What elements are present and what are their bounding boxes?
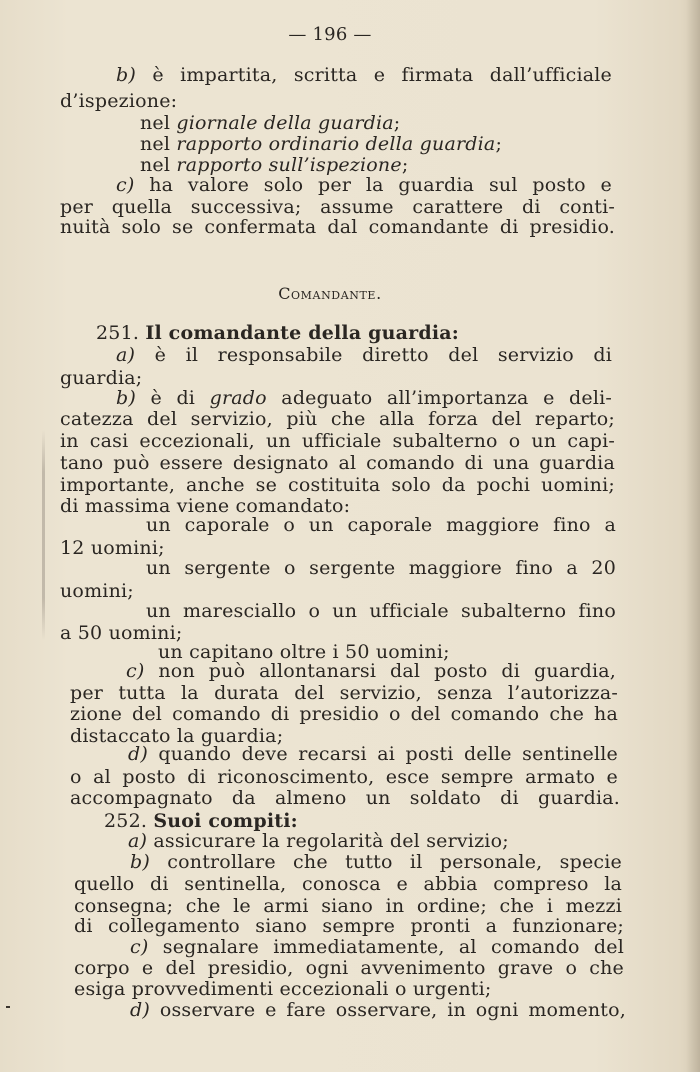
page-edge-shadow <box>686 0 700 1072</box>
para-b-line-1 <box>116 64 612 86</box>
page-number: — 196 — <box>288 24 372 45</box>
item-letter: c) <box>130 936 149 958</box>
a252-b-line-1 <box>130 851 622 873</box>
para-b-line-2: d’ispezione: <box>60 90 178 112</box>
a252-a-line-1 <box>128 830 509 852</box>
italic-text: giornale della guardia <box>176 112 394 134</box>
a252-b-line-4: di collegamento siano sempre pronti a funzionare; <box>74 915 624 937</box>
a251-b-line-1 <box>116 387 612 409</box>
item-letter: a) <box>128 830 148 852</box>
text-span: quando deve recarsi ai posti delle sentinelle <box>147 743 618 765</box>
a252-c-line-2: corpo e del presidio, ogni avvenimento grave o che <box>74 957 624 979</box>
a251-b-line-5: importante, anche se costituita solo da pochi uomini; <box>60 474 615 496</box>
margin-pencil-mark <box>42 430 45 640</box>
a251-b-line-3: in casi eccezionali, un ufficiale subalterno o un capi- <box>60 430 615 452</box>
a251-c-line-4: distaccato la guardia; <box>70 725 284 747</box>
article-number: 251. <box>96 322 140 344</box>
rank-1-line-1: un caporale o un caporale maggiore fino a <box>146 514 616 536</box>
a252-b-line-3: consegna; che le armi siano in ordine; che i mezzi <box>74 895 622 917</box>
article-251-heading <box>96 322 459 344</box>
a252-b-line-2: quello di sentinella, conosca e abbia compreso la <box>74 873 622 895</box>
a251-d-line-2: o al posto di riconoscimento, esce sempre armato e <box>70 766 618 788</box>
italic-text: rapporto sull’ispezione <box>176 154 402 176</box>
rank-3-line-1: un maresciallo o un ufficiale subalterno fino <box>146 600 616 622</box>
italic-text: grado <box>209 387 267 409</box>
item-letter: b) <box>116 387 136 409</box>
text-span: nel <box>140 133 177 155</box>
item-letter: b) <box>116 64 136 86</box>
article-title: Il comandante della guardia: <box>145 322 460 344</box>
a251-a-line-1 <box>116 344 612 366</box>
text-span: controllare che tutto il personale, specie <box>149 851 622 873</box>
text-span: è il responsabile diretto del servizio di <box>135 344 612 366</box>
article-number: 252. <box>104 810 148 832</box>
item-letter: c) <box>126 660 145 682</box>
section-heading: Comandante. <box>278 284 382 303</box>
rank-2-line-2: uomini; <box>60 580 134 602</box>
list-item-journal <box>140 112 400 134</box>
article-252-heading <box>104 810 298 832</box>
para-c-line-3: nuità solo se confermata dal comandante di presidio. <box>60 216 615 238</box>
text-span: osservare e fare osservare, in ogni momento, <box>149 999 626 1021</box>
list-item-inspection <box>140 154 408 176</box>
text-span: è di <box>135 387 210 409</box>
a252-c-line-1 <box>130 936 624 958</box>
item-letter: c) <box>116 174 135 196</box>
margin-tick-mark <box>6 1006 10 1008</box>
rank-2-line-1: un sergente o sergente maggiore fino a 20 <box>146 557 616 579</box>
rank-3-line-2: a 50 uomini; <box>60 622 183 644</box>
para-c-line-1 <box>116 174 612 196</box>
rank-4-line-1: un capitano oltre i 50 uomini; <box>158 641 450 663</box>
item-letter: d) <box>128 743 148 765</box>
text-span: ; <box>495 133 503 155</box>
italic-text: rapporto ordinario della guardia <box>176 133 496 155</box>
text-span: segnalare immediatamente, al comando del <box>148 936 624 958</box>
text-span: ha valore solo per la guardia sul posto e <box>134 174 612 196</box>
text-span: assicurare la regolarità del servizio; <box>147 830 509 852</box>
text-span: nel <box>140 112 177 134</box>
a251-b-line-4: tano può essere designato al comando di una guardia <box>60 452 615 474</box>
text-span: ; <box>401 154 409 176</box>
item-letter: d) <box>130 999 150 1021</box>
text-span: adeguato all’importanza e deli- <box>266 387 612 409</box>
para-c-line-2: per quella successiva; assume carattere di conti- <box>60 196 615 218</box>
text-span: non può allontanarsi dal posto di guardia, <box>144 660 616 682</box>
a251-d-line-3: accompagnato da almeno un soldato di guardia. <box>70 787 620 809</box>
a251-c-line-2: per tutta la durata del servizio, senza l’autorizza- <box>70 682 618 704</box>
text-span: è impartita, scritta e firmata dall’ufficiale <box>135 64 612 86</box>
a252-c-line-3: esiga provvedimenti eccezionali o urgenti; <box>74 978 492 1000</box>
a251-c-line-1 <box>126 660 616 682</box>
a251-d-line-1 <box>128 743 618 765</box>
item-letter: a) <box>116 344 136 366</box>
a251-b-line-6: di massima viene comandato: <box>60 495 351 517</box>
a251-b-line-2: catezza del servizio, più che alla forza del reparto; <box>60 408 615 430</box>
a252-d-line-1 <box>130 999 626 1021</box>
article-title: Suoi compiti: <box>153 810 298 832</box>
a251-c-line-3: zione del comando di presidio o del comando che ha <box>70 703 618 725</box>
item-letter: b) <box>130 851 150 873</box>
text-span: ; <box>393 112 401 134</box>
a251-a-line-2: guardia; <box>60 367 143 389</box>
list-item-report <box>140 133 502 155</box>
text-span: nel <box>140 154 177 176</box>
rank-1-line-2: 12 uomini; <box>60 537 165 559</box>
